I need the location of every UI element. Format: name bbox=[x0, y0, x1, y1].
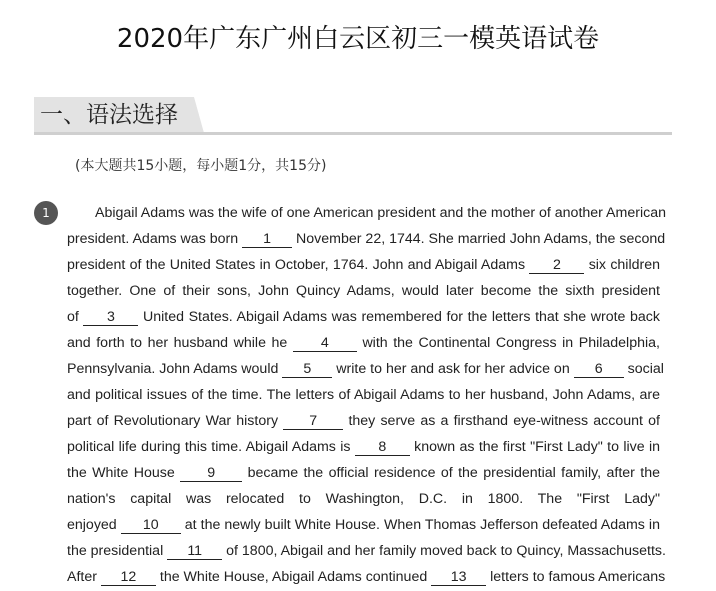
passage-line: president of the United States in October, 1764. John and Abigail Adams 2 six children bbox=[67, 257, 660, 273]
answer-blank: 10 bbox=[121, 517, 181, 534]
section-divider bbox=[34, 132, 672, 135]
passage-line: together. One of their sons, John Quincy Adams, would later become the sixth president bbox=[67, 283, 660, 299]
answer-blank: 8 bbox=[355, 439, 410, 456]
answer-blank: 5 bbox=[282, 361, 332, 378]
answer-blank: 9 bbox=[180, 465, 242, 482]
passage-line: nation's capital was relocated to Washington, D.C. in 1800. The "First Lady" bbox=[67, 491, 660, 507]
passage-line: political life during this time. Abigail Adams is 8 known as the first "First Lady" to live in bbox=[67, 439, 660, 455]
passage-line: president. Adams was born 1 November 22, 1744. She married John Adams, the second bbox=[67, 231, 666, 247]
answer-blank: 4 bbox=[293, 335, 357, 352]
section-instructions: (本大题共15小题，每小题1分，共15分) bbox=[75, 158, 327, 174]
answer-blank: 7 bbox=[283, 413, 343, 430]
passage-line: the presidential 11 of 1800, Abigail and her family moved back to Quincy, Massachusetts. bbox=[67, 543, 666, 559]
section-title: 一、语法选择 bbox=[40, 102, 178, 128]
answer-blank: 1 bbox=[242, 231, 292, 248]
answer-blank: 12 bbox=[101, 569, 156, 586]
passage-line: and forth to her husband while he 4 with the Continental Congress in Philadelphia, bbox=[67, 335, 660, 351]
page-title: 2020年广东广州白云区初三一模英语试卷 bbox=[116, 24, 600, 54]
question-number-badge: 1 bbox=[34, 201, 58, 225]
passage-line: of 3 United States. Abigail Adams was remembered for the letters that she wrote back bbox=[67, 309, 660, 325]
passage-line: enjoyed 10 at the newly built White House. When Thomas Jefferson defeated Adams in bbox=[67, 517, 660, 533]
section-header bbox=[34, 97, 672, 135]
passage-line: and political issues of the time. The letters of Abigail Adams to her husband, John Adams, are bbox=[67, 387, 660, 403]
passage-line: Abigail Adams was the wife of one American president and the mother of another American bbox=[95, 205, 666, 221]
passage-line: Pennsylvania. John Adams would 5 write to her and ask for her advice on 6 social bbox=[67, 361, 664, 377]
passage-line: After 12 the White House, Abigail Adams continued 13 letters to famous Americans bbox=[67, 569, 666, 585]
reading-passage bbox=[67, 200, 666, 590]
answer-blank: 11 bbox=[167, 543, 222, 560]
passage-line: the White House 9 became the official residence of the presidential family, after the bbox=[67, 465, 660, 481]
answer-blank: 6 bbox=[574, 361, 624, 378]
passage-line: part of Revolutionary War history 7 they serve as a firsthand eye-witness account of bbox=[67, 413, 660, 429]
answer-blank: 2 bbox=[529, 257, 584, 274]
answer-blank: 13 bbox=[431, 569, 486, 586]
answer-blank: 3 bbox=[83, 309, 138, 326]
